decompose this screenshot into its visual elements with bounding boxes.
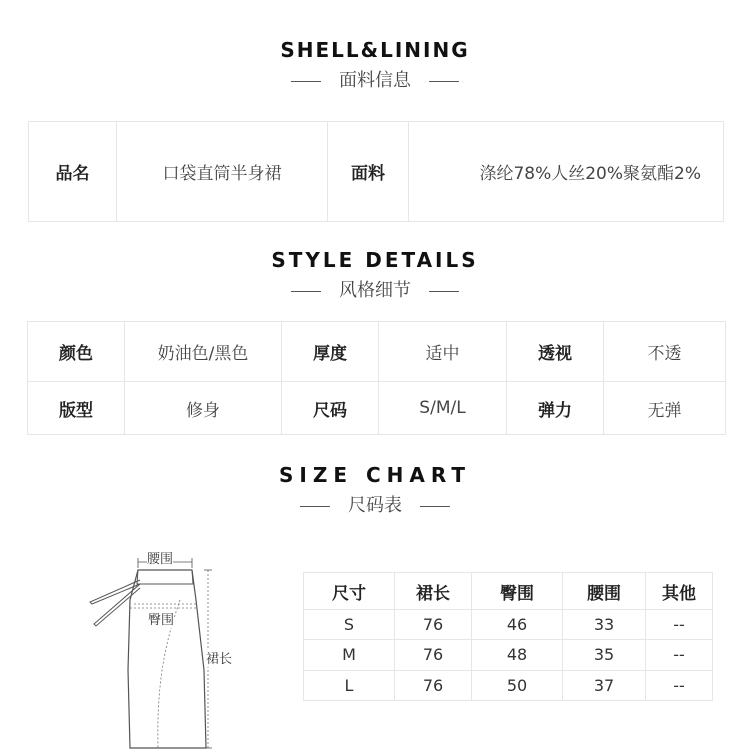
hip-diagram-label: 臀围: [148, 609, 174, 628]
shell-subtitle-text: 面料信息: [339, 70, 411, 91]
size-section-title: SIZE CHART: [278, 463, 471, 487]
fabric-label: 面料: [328, 122, 409, 222]
transparency-label: 透视: [507, 322, 604, 382]
header-length: 裙长: [395, 573, 472, 610]
header-waist: 腰围: [563, 573, 646, 610]
table-row: [304, 610, 713, 640]
table-cell: 35: [563, 640, 646, 670]
table-row: [304, 670, 713, 700]
shell-section-subtitle: [0, 66, 750, 92]
table-cell: 33: [563, 610, 646, 640]
fabric-value: 涤纶78%人丝20%聚氨酯2%: [409, 122, 724, 222]
divider-left: [291, 81, 321, 82]
waist-diagram-label: 腰围: [147, 548, 173, 567]
name-label: 品名: [29, 122, 117, 222]
size-value: S/M/L: [379, 382, 507, 435]
elasticity-value: 无弹: [604, 382, 726, 435]
table-cell: 48: [472, 640, 563, 670]
length-diagram-label: 裙长: [206, 648, 232, 667]
table-cell: 76: [395, 670, 472, 700]
header-size: 尺寸: [304, 573, 395, 610]
thickness-label: 厚度: [282, 322, 379, 382]
shell-section-title: SHELL&LINING: [280, 38, 470, 62]
divider-right: [429, 81, 459, 82]
size-table: [303, 572, 713, 701]
table-cell: 46: [472, 610, 563, 640]
table-cell: S: [304, 610, 395, 640]
style-section-subtitle: [0, 276, 750, 302]
header-hip: 臀围: [472, 573, 563, 610]
name-value: 口袋直筒半身裙: [117, 122, 328, 222]
shell-table: [28, 121, 724, 222]
style-section-title: STYLE DETAILS: [271, 248, 479, 272]
table-cell: --: [646, 670, 713, 700]
table-cell: L: [304, 670, 395, 700]
fit-label: 版型: [28, 382, 125, 435]
divider-right: [420, 506, 450, 507]
color-label: 颜色: [28, 322, 125, 382]
divider-right: [429, 291, 459, 292]
header-other: 其他: [646, 573, 713, 610]
table-row: [304, 640, 713, 670]
elasticity-label: 弹力: [507, 382, 604, 435]
size-label: 尺码: [282, 382, 379, 435]
table-cell: M: [304, 640, 395, 670]
color-value: 奶油色/黑色: [125, 322, 282, 382]
table-row: [29, 122, 724, 222]
thickness-value: 适中: [379, 322, 507, 382]
skirt-diagram: [80, 540, 230, 753]
fit-value: 修身: [125, 382, 282, 435]
style-subtitle-text: 风格细节: [339, 280, 411, 301]
size-section-subtitle: [0, 491, 750, 517]
table-cell: 50: [472, 670, 563, 700]
table-cell: --: [646, 640, 713, 670]
size-subtitle-text: 尺码表: [348, 495, 402, 516]
transparency-value: 不透: [604, 322, 726, 382]
table-row: [28, 322, 726, 382]
style-table: [27, 321, 726, 435]
table-header-row: [304, 573, 713, 610]
divider-left: [300, 506, 330, 507]
table-row: [28, 382, 726, 435]
divider-left: [291, 291, 321, 292]
table-cell: 76: [395, 610, 472, 640]
table-cell: --: [646, 610, 713, 640]
table-cell: 76: [395, 640, 472, 670]
table-cell: 37: [563, 670, 646, 700]
